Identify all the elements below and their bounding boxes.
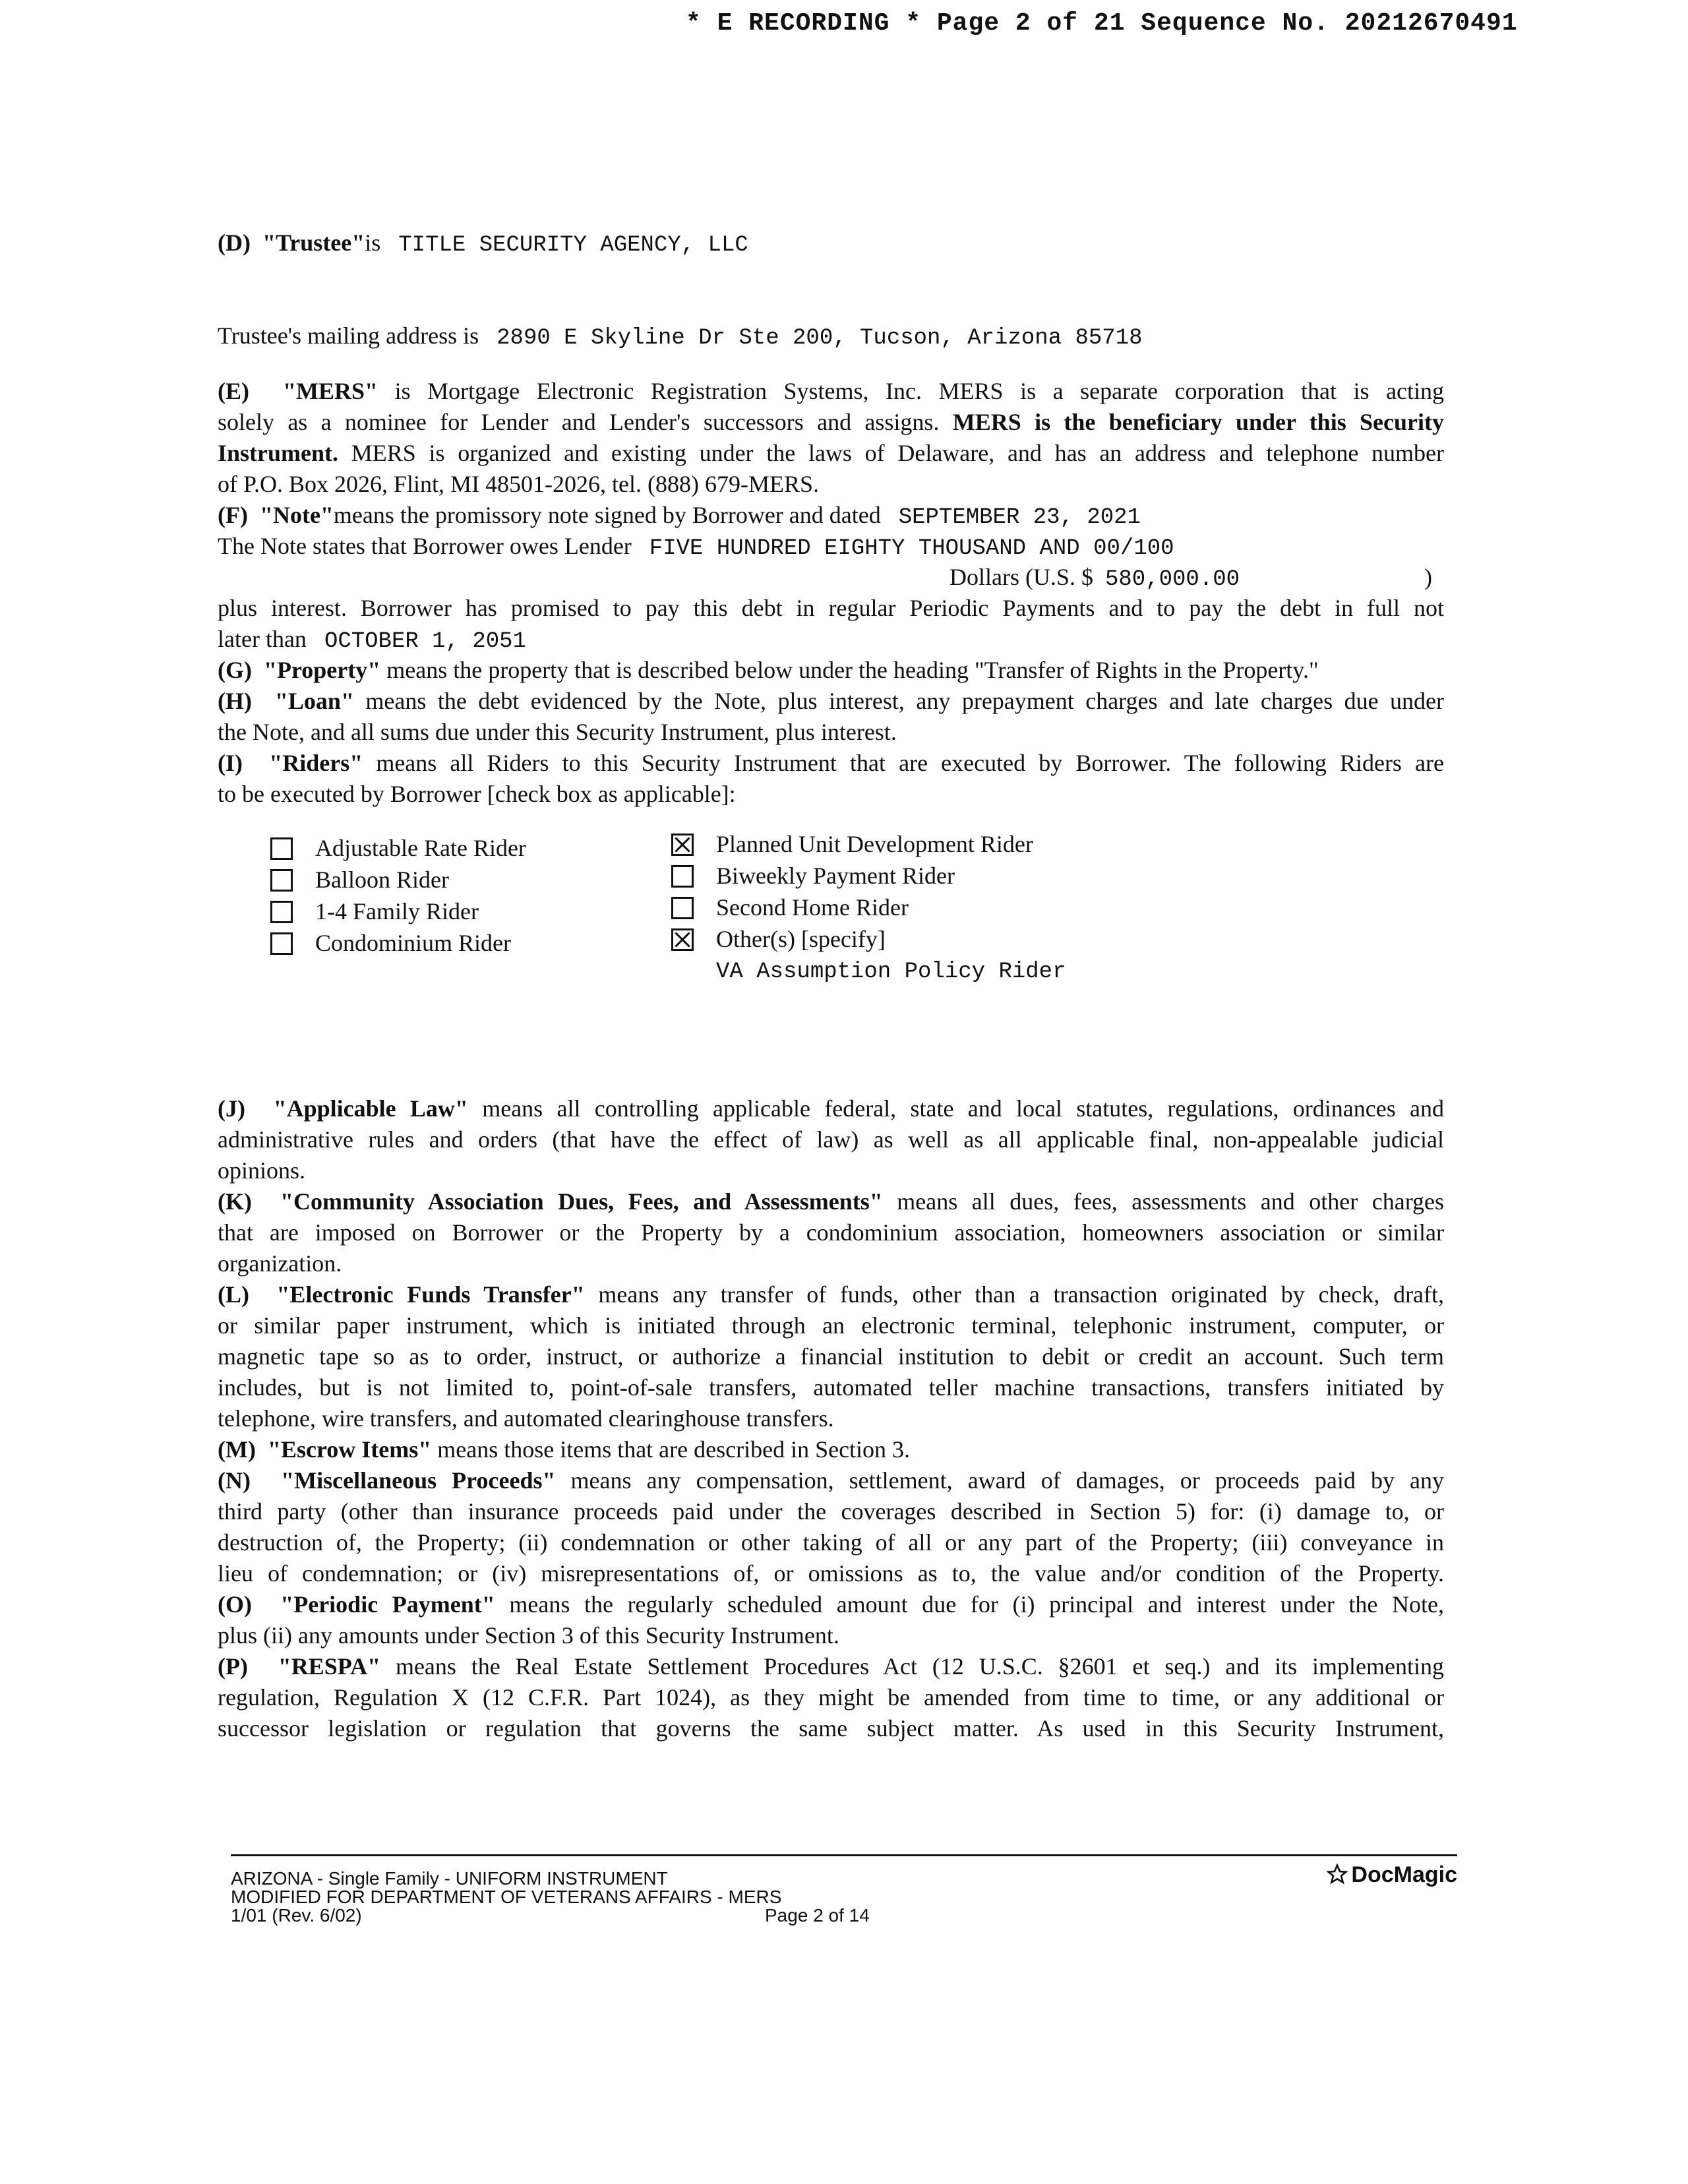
trustee-name: TITLE SECURITY AGENCY, LLC xyxy=(398,233,748,258)
section-h-line-1 xyxy=(218,686,1444,717)
text: means the regularly scheduled amount due for (i) principal and interest under the Note, xyxy=(509,1591,1445,1618)
defined-term-respa: "RESPA" xyxy=(278,1653,381,1680)
footer-divider xyxy=(231,1854,1457,1856)
defined-term-riders: "Riders" xyxy=(269,750,363,776)
section-letter: (L) xyxy=(218,1281,249,1308)
section-letter: (O) xyxy=(218,1591,252,1618)
text: means the promissory note signed by Borrower and dated xyxy=(333,502,881,528)
loan-amount: 580,000.00 xyxy=(1105,567,1240,592)
section-e-line-2 xyxy=(218,407,1444,438)
defined-term-trustee: "Trustee" xyxy=(262,229,365,256)
text: means the property that is described below under the heading "Transfer of Rights in the Property." xyxy=(386,657,1319,683)
section-p-line-1 xyxy=(218,1651,1444,1682)
section-n-line-1 xyxy=(218,1465,1444,1496)
section-letter: (G) xyxy=(218,657,252,683)
rider-other[interactable] xyxy=(671,923,886,955)
rider-other-specify: VA Assumption Policy Rider xyxy=(716,959,1066,985)
text: means all dues, fees, assessments and other charges xyxy=(897,1188,1445,1215)
trustee-address-line xyxy=(218,320,1143,354)
section-letter: (I) xyxy=(218,750,243,776)
text: means all controlling applicable federal, state and local statutes, regulations, ordinances and xyxy=(482,1095,1445,1122)
text: means any compensation, settlement, award of damages, or proceeds paid by any xyxy=(570,1467,1444,1494)
checkbox-icon[interactable] xyxy=(270,837,293,860)
rider-label: Balloon Rider xyxy=(315,866,449,893)
section-f-line-3 xyxy=(950,562,1240,595)
recording-stamp: * E RECORDING * Page 2 of 21 Sequence No. 20212670491 xyxy=(686,9,1518,38)
text: means all Riders to this Security Instrument that are executed by Borrower. The following Riders are xyxy=(376,750,1445,776)
section-l-line-2: or similar paper instrument, which is initiated through an electronic terminal, telephonic instrument, computer, or xyxy=(218,1312,1444,1339)
text: Dollars (U.S. $ xyxy=(950,564,1093,590)
section-letter: (J) xyxy=(218,1095,245,1122)
section-j-line-2: administrative rules and orders (that have the effect of law) as well as all applicable final, non-appealable judicial xyxy=(218,1126,1444,1153)
docmagic-brand: DocMagic xyxy=(1351,1862,1457,1887)
checkbox-icon[interactable] xyxy=(270,869,293,892)
section-d-trustee xyxy=(218,228,748,261)
rider-planned-unit-development[interactable] xyxy=(671,828,1033,860)
trustee-address-label: Trustee's mailing address is xyxy=(218,322,479,349)
section-j-line-1 xyxy=(218,1093,1444,1124)
rider-condominium[interactable] xyxy=(270,927,511,959)
section-letter: (N) xyxy=(218,1467,251,1494)
section-k-line-1 xyxy=(218,1186,1444,1217)
text: is Mortgage Electronic Registration Systems, Inc. MERS is a separate corporation that is acting xyxy=(394,378,1445,404)
section-l-line-5: telephone, wire transfers, and automated clearinghouse transfers. xyxy=(218,1405,834,1432)
rider-adjustable-rate[interactable] xyxy=(270,832,526,864)
text: is xyxy=(365,229,381,256)
rider-label: Other(s) [specify] xyxy=(716,926,886,952)
section-n-line-4: lieu of condemnation; or (iv) misrepresentations of, or omissions as to, the value and/or condition of the Property. xyxy=(218,1560,1444,1587)
rider-second-home[interactable] xyxy=(671,892,909,923)
defined-term-mers: "MERS" xyxy=(283,378,378,404)
text: later than xyxy=(218,626,307,652)
rider-balloon[interactable] xyxy=(270,864,449,895)
section-k-line-2: that are imposed on Borrower or the Property by a condominium association, homeowners association or similar xyxy=(218,1219,1444,1246)
footer-form-line-1: ARIZONA - Single Family - UNIFORM INSTRUMENT xyxy=(231,1868,668,1889)
section-m xyxy=(218,1434,910,1465)
section-e-line-1 xyxy=(218,376,1444,407)
rider-label: Adjustable Rate Rider xyxy=(315,835,526,861)
text: solely as a nominee for Lender and Lender's successors and assigns. xyxy=(218,409,940,435)
defined-term-note: "Note" xyxy=(259,502,334,528)
section-letter: (P) xyxy=(218,1653,248,1680)
text: MERS is organized and existing under the laws of Delaware, and has an address and telephone number xyxy=(351,440,1445,466)
checkbox-icon[interactable] xyxy=(270,932,293,955)
rider-label: Planned Unit Development Rider xyxy=(716,831,1033,857)
section-o-line-2: plus (ii) any amounts under Section 3 of this Security Instrument. xyxy=(218,1622,839,1649)
text: means any transfer of funds, other than a transaction originated by check, draft, xyxy=(598,1281,1445,1308)
section-l-line-3: magnetic tape so as to order, instruct, or authorize a financial institution to debit or credit an account. Such term xyxy=(218,1343,1444,1370)
section-g xyxy=(218,655,1319,686)
footer-form-line-3: 1/01 (Rev. 6/02) xyxy=(231,1905,362,1926)
section-f-line-2 xyxy=(218,531,1174,564)
checkbox-icon[interactable] xyxy=(671,897,694,919)
section-k-line-3: organization. xyxy=(218,1250,342,1277)
defined-term-property: "Property" xyxy=(263,657,381,683)
section-j-line-3: opinions. xyxy=(218,1157,306,1184)
rider-label: Biweekly Payment Rider xyxy=(716,863,955,889)
section-f-line-1 xyxy=(218,500,1141,533)
docmagic-logo xyxy=(1326,1862,1457,1888)
section-f-line-4: plus interest. Borrower has promised to pay this debt in regular Periodic Payments and to pay the debt in full not xyxy=(218,595,1444,621)
defined-term-escrow-items: "Escrow Items" xyxy=(267,1436,432,1463)
section-p-line-2: regulation, Regulation X (12 C.F.R. Part 1024), as they might be amended from time to time, or any additional or xyxy=(218,1684,1444,1711)
section-letter: (M) xyxy=(218,1436,256,1463)
text: means the Real Estate Settlement Procedures Act (12 U.S.C. §2601 et seq.) and its implementing xyxy=(395,1653,1445,1680)
checkbox-icon[interactable] xyxy=(270,901,293,923)
section-e-line-3 xyxy=(218,438,1444,469)
footer-form-line-2: MODIFIED FOR DEPARTMENT OF VETERANS AFFAIRS - MERS xyxy=(231,1887,782,1907)
rider-label: Condominium Rider xyxy=(315,930,511,956)
loan-amount-words: FIVE HUNDRED EIGHTY THOUSAND AND 00/100 xyxy=(649,536,1174,561)
section-e-line-4: of P.O. Box 2026, Flint, MI 48501-2026, tel. (888) 679-MERS. xyxy=(218,471,820,497)
section-h-line-2: the Note, and all sums due under this Security Instrument, plus interest. xyxy=(218,719,897,745)
rider-label: 1-4 Family Rider xyxy=(315,898,479,925)
section-i-line-1 xyxy=(218,748,1444,779)
section-n-line-3: destruction of, the Property; (ii) condemnation or other taking of all or any part of the Property; (iii) conveyance in xyxy=(218,1529,1444,1556)
section-p-line-3: successor legislation or regulation that governs the same subject matter. As used in this Security Instrument, xyxy=(218,1715,1444,1742)
text-bold: Instrument. xyxy=(218,440,339,466)
defined-term-periodic-payment: "Periodic Payment" xyxy=(280,1591,495,1618)
defined-term-electronic-funds-transfer: "Electronic Funds Transfer" xyxy=(276,1281,585,1308)
riders-checklist xyxy=(270,832,1391,1004)
note-date: SEPTEMBER 23, 2021 xyxy=(898,505,1141,530)
section-letter: (D) xyxy=(218,229,251,256)
checked-checkbox-icon[interactable] xyxy=(671,834,694,856)
star-icon xyxy=(1326,1864,1348,1885)
section-l-line-4: includes, but is not limited to, point-of-sale transfers, automated teller machine transactions, transfers initiated by xyxy=(218,1374,1444,1401)
section-l-line-1 xyxy=(218,1279,1444,1310)
close-paren: ) xyxy=(1424,564,1432,590)
defined-term-applicable-law: "Applicable Law" xyxy=(273,1095,468,1122)
rider-1-4-family[interactable] xyxy=(270,895,479,927)
defined-term-loan: "Loan" xyxy=(274,688,354,714)
rider-label: Second Home Rider xyxy=(716,894,909,921)
text: The Note states that Borrower owes Lender xyxy=(218,533,632,559)
rider-biweekly-payment[interactable] xyxy=(671,860,955,892)
section-letter: (K) xyxy=(218,1188,252,1215)
text-bold: MERS is the beneficiary under this Security xyxy=(952,409,1445,435)
checkbox-icon[interactable] xyxy=(671,865,694,888)
section-letter: (F) xyxy=(218,502,248,528)
section-n-line-2: third party (other than insurance proceeds paid under the coverages described in Section 5) for: (i) damage to, or xyxy=(218,1498,1444,1525)
text: means the debt evidenced by the Note, plus interest, any prepayment charges and late charges due under xyxy=(365,688,1445,714)
section-o-line-1 xyxy=(218,1589,1444,1620)
section-letter: (H) xyxy=(218,688,252,714)
trustee-address: 2890 E Skyline Dr Ste 200, Tucson, Arizona 85718 xyxy=(497,326,1143,351)
footer-page-number: Page 2 of 14 xyxy=(765,1905,870,1926)
checked-checkbox-icon[interactable] xyxy=(671,928,694,951)
text: means those items that are described in Section 3. xyxy=(437,1436,911,1463)
section-i-line-2: to be executed by Borrower [check box as applicable]: xyxy=(218,781,736,807)
section-f-line-5 xyxy=(218,624,526,657)
maturity-date: OCTOBER 1, 2051 xyxy=(324,629,526,654)
defined-term-miscellaneous-proceeds: "Miscellaneous Proceeds" xyxy=(281,1467,556,1494)
section-letter: (E) xyxy=(218,378,249,404)
defined-term-community-association: "Community Association Dues, Fees, and Assessments" xyxy=(280,1188,883,1215)
